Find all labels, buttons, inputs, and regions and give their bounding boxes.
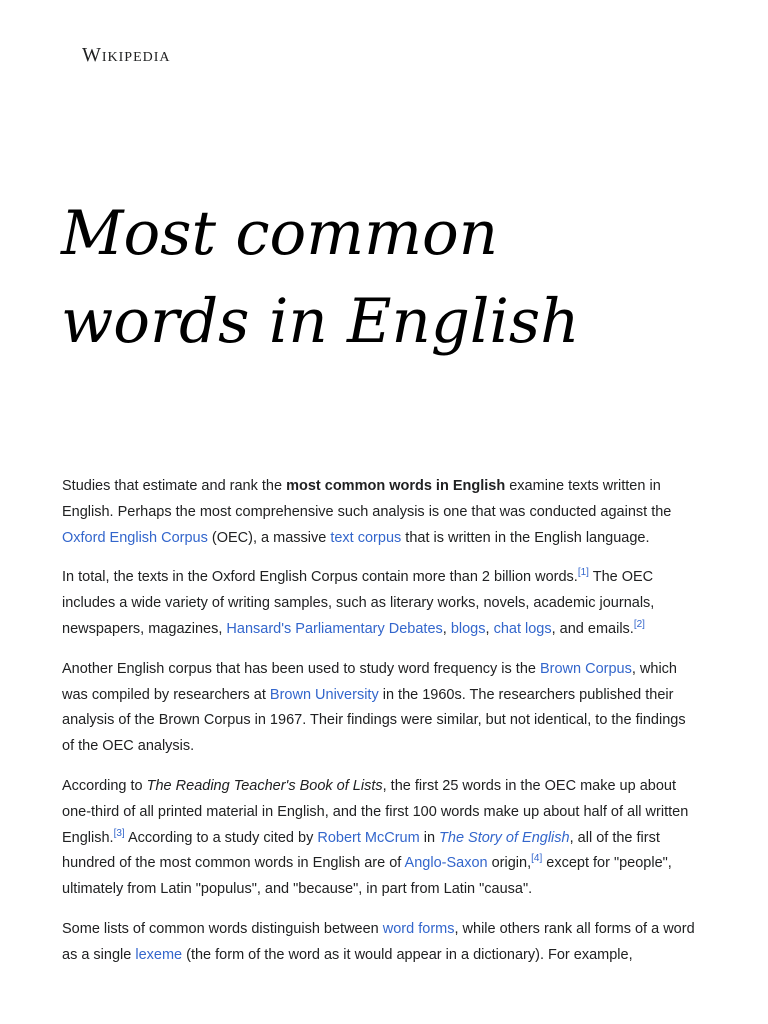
article-body: [62, 474, 698, 983]
link-the-story-of-english[interactable]: The Story of English: [439, 829, 570, 846]
paragraph-intro: [62, 474, 698, 551]
text: Studies that estimate and rank the: [62, 478, 287, 494]
text: In total, the texts in the Oxford English Corpus contain more than 2 billion words.: [62, 569, 578, 586]
text: According to a study cited by: [124, 829, 318, 846]
text: , all of the first hundred of the most common words in English are of: [62, 829, 660, 872]
reference-link-2[interactable]: [2]: [633, 619, 645, 631]
link-robert-mccrum[interactable]: Robert McCrum: [317, 829, 420, 846]
link-lexeme[interactable]: lexeme: [135, 946, 183, 963]
paragraph-reading-teacher: [62, 774, 698, 903]
text: , while others rank all forms of a word as a single: [62, 920, 695, 963]
link-chat-logs[interactable]: chat logs: [493, 620, 552, 637]
text: (OEC), a massive: [207, 529, 331, 546]
paragraph-word-forms: [62, 917, 698, 969]
reference-4: [531, 854, 542, 865]
text: except for "people", ultimately from Latin "populus", and "because", in part from Latin "causa".: [62, 855, 672, 898]
paragraph-oec-size: [62, 565, 698, 642]
reference-2: [634, 619, 645, 630]
page-title: [61, 190, 721, 366]
paragraph-brown-corpus: [62, 657, 698, 760]
page-title-line-2: words in English: [61, 286, 580, 357]
reference-1: [578, 568, 589, 579]
text: ,: [442, 620, 451, 637]
wikipedia-logo[interactable]: Wikipedia: [82, 44, 171, 66]
text: Another English corpus that has been used to study word frequency is the: [62, 660, 540, 677]
text: ,: [485, 620, 494, 637]
text: (the form of the word as it would appear in a dictionary). For example,: [182, 946, 633, 963]
link-word-forms[interactable]: word forms: [382, 920, 455, 937]
text: examine texts written in English. Perhaps the most comprehensive such analysis is one that was conducted against the: [62, 478, 672, 520]
bold-term: most common words in English: [286, 478, 506, 494]
text: origin,: [487, 855, 532, 872]
text: in the 1960s. The researchers published their analysis of the Brown Corpus in 1967. Their findings were similar, but not identical, to the findings of the OEC analysis.: [62, 686, 686, 755]
link-anglo-saxon[interactable]: Anglo-Saxon: [404, 855, 488, 872]
page-title-line-1: Most common: [61, 198, 498, 269]
text: Some lists of common words distinguish between: [62, 920, 383, 937]
reference-link-3[interactable]: [3]: [113, 827, 125, 839]
text: According to: [62, 777, 147, 794]
text: The OEC includes a wide variety of writing samples, such as literary works, novels, academic journals, newspapers, magazines,: [62, 569, 655, 637]
text: , the first 25 words in the OEC make up about one-third of all printed material in English, and the first 100 words make up about half of all written English.: [62, 777, 689, 846]
text: in: [419, 829, 440, 846]
link-brown-corpus[interactable]: Brown Corpus: [539, 660, 632, 677]
link-oxford-english-corpus[interactable]: Oxford English Corpus: [62, 529, 208, 546]
link-blogs[interactable]: blogs: [450, 620, 486, 637]
text: that is written in the English language.: [401, 529, 650, 546]
reference-link-1[interactable]: [1]: [577, 567, 589, 579]
text: , and emails.: [551, 620, 634, 637]
book-title: The Reading Teacher's Book of Lists: [146, 777, 383, 794]
text: , which was compiled by researchers at: [62, 660, 677, 703]
reference-link-4[interactable]: [4]: [531, 853, 543, 865]
link-brown-university[interactable]: Brown University: [269, 686, 379, 703]
link-text-corpus[interactable]: text corpus: [330, 529, 402, 546]
reference-3: [114, 828, 125, 839]
link-hansards-parliamentary-debates[interactable]: Hansard's Parliamentary Debates: [226, 620, 443, 637]
